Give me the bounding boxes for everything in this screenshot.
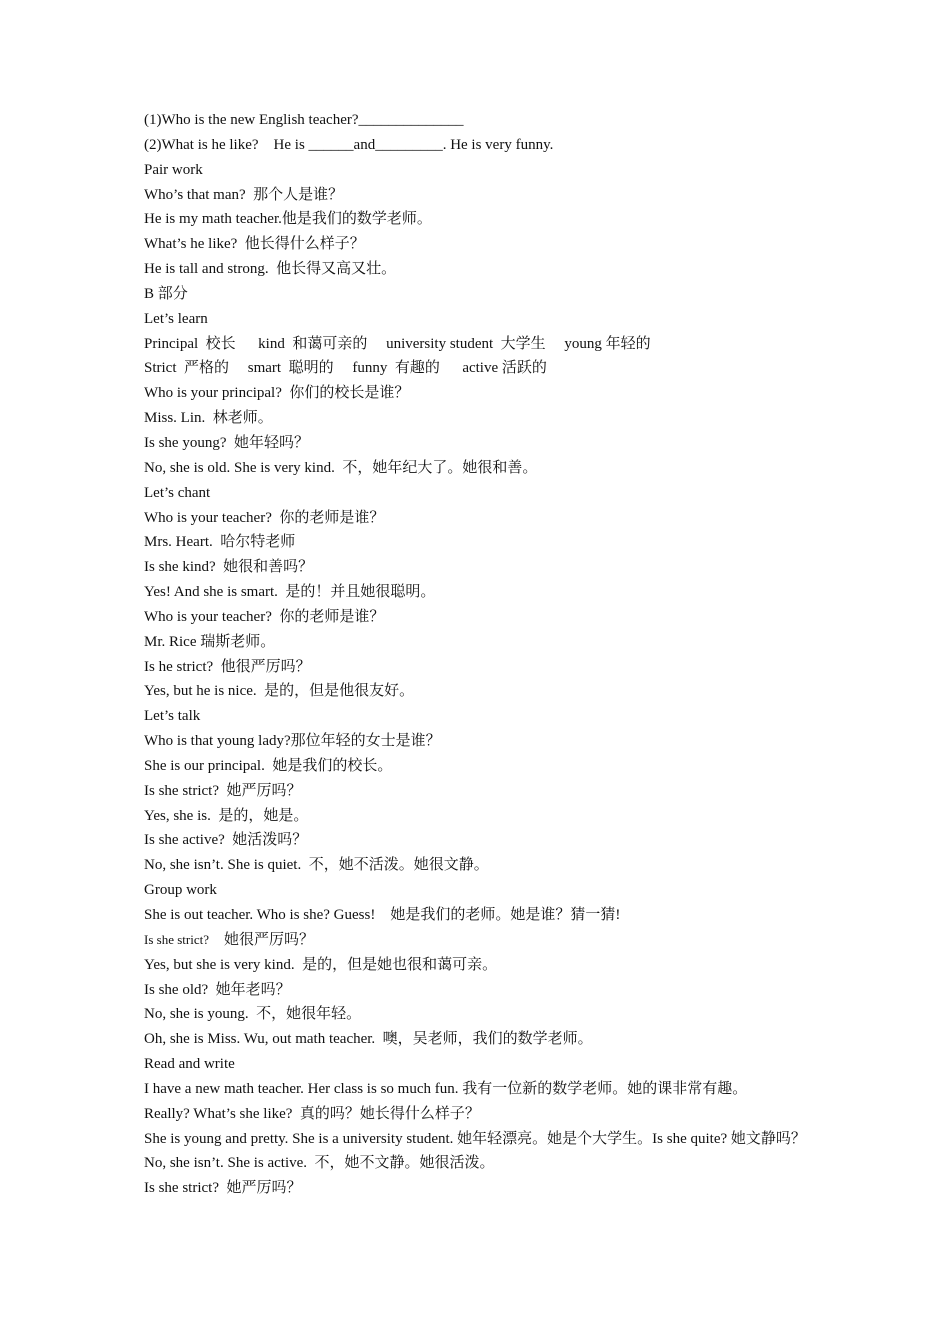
text-line: Really? What’s she like? 真的吗？她长得什么样子？ (144, 1105, 480, 1122)
text-line: Yes, she is. 是的，她是。 (144, 807, 309, 824)
section-heading-read-and-write: Read and write (144, 1056, 235, 1073)
text-line: Who is your teacher? 你的老师是谁？ (144, 509, 385, 526)
text-line: She is out teacher. Who is she? Guess! 她是我们的老师。她是谁？猜一猜! (144, 907, 621, 923)
text-line: Is she kind? 她很和善吗？ (144, 559, 314, 576)
section-heading-part-b: B 部分 (144, 285, 188, 302)
text-line: Is she active? 她活泼吗？ (144, 832, 308, 849)
question-1: (1)Who is the new English teacher?______________ (144, 112, 464, 128)
text-line: Who is your teacher? 你的老师是谁？ (144, 608, 385, 625)
section-heading-group-work: Group work (144, 882, 217, 899)
text-line-cn-text: 她很严厉吗？ (223, 931, 314, 948)
text-line: Mrs. Heart. 哈尔特老师 (144, 534, 296, 551)
text-line (144, 928, 824, 953)
text-line: Is she old? 她年老吗？ (144, 981, 291, 998)
text-line: Is she strict? 她严厉吗？ (144, 1180, 302, 1197)
text-line: Is she young? 她年轻吗？ (144, 434, 309, 451)
text-line: No, she is young. 不，她很年轻。 (144, 1006, 362, 1023)
text-line: Who is that young lady?那位年轻的女士是谁？ (144, 733, 441, 750)
text-line: Oh, she is Miss. Wu, out math teacher. 噢，吴老师，我们的数学老师。 (144, 1031, 593, 1048)
text-line-en: Is she strict? (144, 931, 209, 947)
text-line: Miss. Lin. 林老师。 (144, 410, 273, 427)
text-line: Who’s that man? 那个人是谁？ (144, 186, 344, 203)
document-body (144, 108, 824, 1201)
text-line: He is tall and strong. 他长得又高又壮。 (144, 261, 397, 278)
text-line: Is she strict? 她严厉吗？ (144, 782, 302, 799)
vocabulary-row-1: Principal 校长 kind 和蔼可亲的 university student 大学生 young 年轻的 (144, 335, 651, 352)
text-line: No, she isn’t. She is active. 不，她不文静。她很活泼。 (144, 1155, 495, 1172)
text-line: Who is your principal? 你们的校长是谁？ (144, 385, 410, 402)
question-2: (2)What is he like? He is ______and_________. He is very funny. (144, 136, 554, 153)
text-line: What’s he like? 他长得什么样子？ (144, 236, 365, 253)
section-heading-pair-work: Pair work (144, 161, 203, 178)
text-line: She is young and pretty. She is a university student. 她年轻漂亮。她是个大学生。Is she quite? 她文静吗？ (144, 1130, 806, 1147)
section-heading-lets-learn: Let’s learn (144, 310, 208, 327)
section-heading-lets-chant: Let’s chant (144, 484, 211, 501)
text-line: He is my math teacher.他是我们的数学老师。 (144, 211, 432, 228)
text-line: Yes, but she is very kind. 是的，但是她也很和蔼可亲。 (144, 956, 498, 973)
text-line: Mr. Rice 瑞斯老师。 (144, 633, 276, 650)
text-line-cn (209, 932, 224, 948)
text-line: Is he strict? 他很严厉吗？ (144, 658, 311, 675)
section-heading-lets-talk: Let’s talk (144, 708, 201, 725)
text-line: No, she isn’t. She is quiet. 不，她不活泼。她很文静。 (144, 857, 489, 874)
text-line: Yes, but he is nice. 是的，但是他很友好。 (144, 683, 415, 700)
text-line: I have a new math teacher. Her class is so much fun. 我有一位新的数学老师。她的课非常有趣。 (144, 1080, 748, 1097)
text-line: Yes! And she is smart. 是的！并且她很聪明。 (144, 584, 436, 601)
text-line: She is our principal. 她是我们的校长。 (144, 757, 393, 774)
text-line: No, she is old. She is very kind. 不，她年纪大了。她很和善。 (144, 459, 538, 476)
vocabulary-row-2: Strict 严格的 smart 聪明的 funny 有趣的 active 活跃的 (144, 360, 547, 377)
